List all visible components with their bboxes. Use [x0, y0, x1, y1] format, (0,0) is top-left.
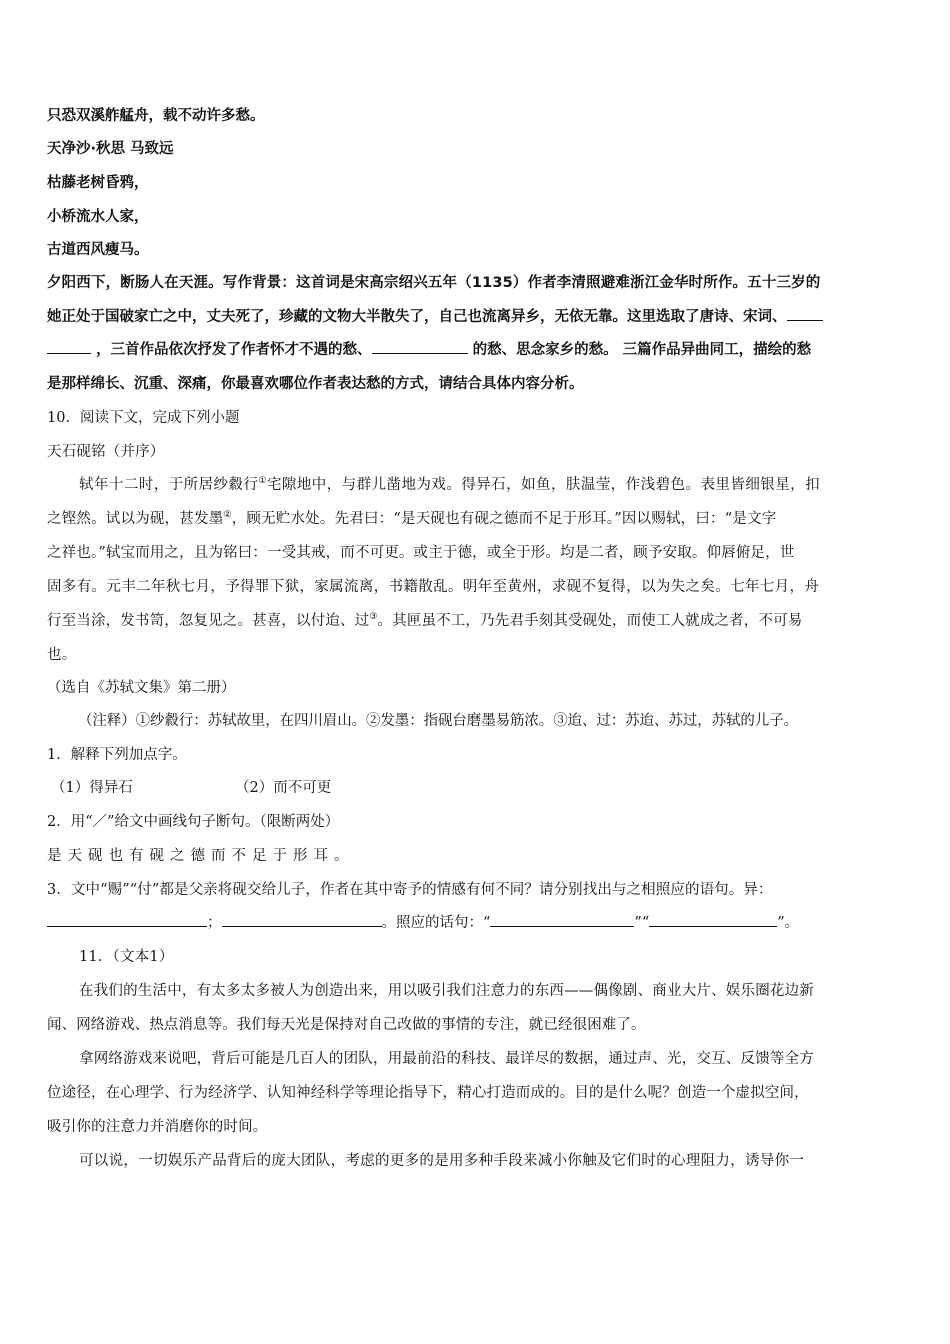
passage-span: 。其匣虽不工，乃先君手刻其受砚处，而使工人就成之者，不可易: [377, 613, 803, 629]
passage-text: [47, 609, 802, 630]
answer-sep: ；: [207, 915, 222, 931]
background-text-part: 她正处于国破家亡之中，丈夫死了，珍藏的文物大半散失了，自己也流离异乡，无依无靠。这里选取了唐诗、宋词、: [47, 309, 787, 325]
answer-line: [47, 911, 799, 932]
background-text: [47, 305, 823, 326]
poem-line: 古道西风瘦马。: [47, 242, 149, 258]
answer-blank[interactable]: [787, 306, 823, 321]
answer-blank[interactable]: [490, 912, 634, 927]
answer-blank[interactable]: [649, 912, 777, 927]
passage-text: 可以说，一切娱乐产品背后的庞大团队，考虑的更多的是用多种手段来减小你触及它们时的心理阻力，诱导你一: [79, 1153, 805, 1169]
sub-question-item: （1）得异石: [51, 780, 133, 796]
passage-text: 拿网络游戏来说吧，背后可能是几百人的团队，用最前沿的科技、最详尽的数据，通过声、光，交互、反馈等全方: [79, 1051, 814, 1067]
passage-text: 之祥也。”轼宝而用之，且为铭曰：一受其戒，而不可更。或主于德，或全于形。均是二者，顾予安取。仰唇俯足，世: [47, 545, 795, 561]
passage-text: [79, 473, 820, 494]
answer-sep: 。照应的话句：“: [381, 915, 491, 931]
sub-question: 3．文中“赐”“付”都是父亲将砚交给儿子，作者在其中寄予的情感有何不同？请分别找出与之相照应的语句。异：: [47, 882, 773, 898]
passage-text: [47, 507, 776, 528]
annotation: （注释）①纱縠行：苏轼故里，在四川眉山。②发墨：指砚台磨墨易筋浓。③迨、过：苏迨、苏过，苏轼的儿子。: [78, 713, 798, 729]
sub-question: 1．解释下列加点字。: [47, 747, 187, 763]
poem-line: 枯藤老树昏鸦，: [47, 175, 149, 191]
answer-blank[interactable]: [47, 339, 91, 354]
passage-text: 也。: [47, 647, 77, 663]
passage-span: 行至当涂，发书笥，忽复见之。甚喜，以付迨、过: [47, 613, 370, 629]
source-note: （选自《苏轼文集》第二册）: [47, 680, 236, 696]
poem-title: 天净沙·秋思 马致远: [47, 141, 174, 157]
footnote-mark: ①: [258, 476, 267, 487]
sub-question: 2．用“／”给文中画线句子断句。（限断两处）: [47, 814, 340, 830]
passage-span: 宅隙地中，与群儿凿地为戏。得异石，如鱼，肤温莹，作浅碧色。表里皆细银星，扣: [266, 477, 821, 493]
background-text-part: ，三首作品依次抒发了作者怀才不遇的愁、: [96, 342, 372, 358]
answer-sep: ”“: [634, 915, 650, 931]
background-text-part: 的愁、思念家乡的愁。 三篇作品异曲同工，描绘的愁: [472, 342, 812, 358]
answer-blank[interactable]: [222, 912, 382, 927]
question-title: 10．阅读下文，完成下列小题: [47, 410, 240, 426]
sub-question-item: （2）而不可更: [235, 780, 332, 796]
answer-blank[interactable]: [47, 912, 207, 927]
passage-text: 位途径，在心理学、行为经济学、认知神经科学等理论指导下，精心打造而成的。目的是什么呢？创造一个虚拟空间，: [47, 1085, 809, 1101]
passage-span: 之铿然。试以为砚，甚发墨: [47, 511, 224, 527]
sentence-to-break: 是天砚也有砚之德而不足于形耳。: [47, 848, 355, 864]
passage-span: 轼年十二时，于所居纱縠行: [79, 477, 259, 493]
poem-line: 小桥流水人家，: [47, 209, 149, 225]
passage-text: 固多有。元丰二年秋七月，予得罪下狱，家属流离，书籍散乱。明年至黄州，求砚不复得，以为失之矣。七年七月，舟: [47, 579, 820, 595]
passage-text: 闻、网络游戏、热点消息等。我们每天光是保持对自己改做的事情的专注，就已经很困难了。: [47, 1017, 646, 1033]
footnote-mark: ②: [223, 510, 232, 521]
background-text: 夕阳西下，断肠人在天涯。写作背景：这首词是宋高宗绍兴五年（1135）作者李清照避难浙江金华时所作。五十三岁的: [47, 275, 821, 291]
footnote-mark: ③: [369, 612, 378, 623]
background-text: 是那样绵长、沉重、深痛，你最喜欢哪位作者表达愁的方式，请结合具体内容分析。: [47, 376, 584, 392]
question-title: 11．（文本1）: [79, 949, 174, 965]
answer-sep: ”。: [777, 915, 800, 931]
passage-text: 吸引你的注意力并消磨你的时间。: [47, 1119, 268, 1135]
passage-text: 在我们的生活中，有太多太多被人为创造出来，用以吸引我们注意力的东西——偶像剧、商业大片、娱乐圈花边新: [79, 983, 814, 999]
answer-blank[interactable]: [372, 339, 468, 354]
passage-span: ，顾无贮水处。先君曰：“是天砚也有砚之德而不足于形耳。”因以赐轼，曰：“是文字: [231, 511, 777, 527]
poem-line: 只恐双溪舴艋舟，载不动许多愁。: [47, 108, 265, 124]
passage-title: 天石砚铭（并序）: [47, 444, 165, 460]
background-text: [47, 338, 811, 359]
